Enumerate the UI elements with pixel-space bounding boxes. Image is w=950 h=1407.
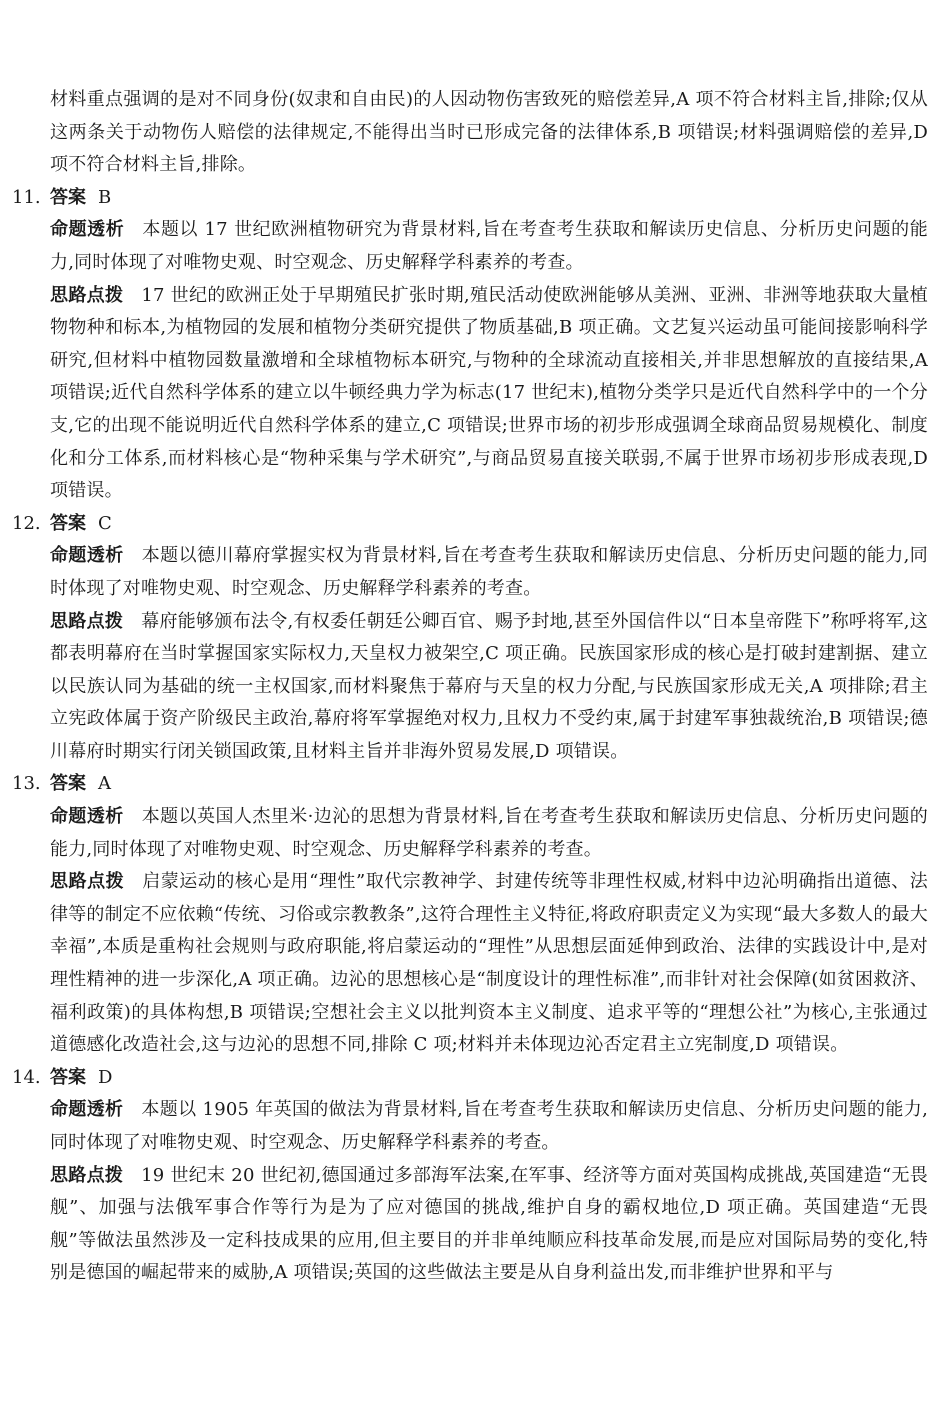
- question-14-answer: [12, 1062, 928, 1095]
- intent-label: 命题透析: [50, 545, 124, 567]
- intent-label: 命题透析: [50, 1099, 124, 1121]
- answer-label: 答案: [50, 773, 86, 795]
- question-13-answer: [12, 768, 928, 801]
- intent-text: 本题以 17 世纪欧洲植物研究为背景材料,旨在考查考生获取和解读历史信息、分析历史问题的能力,同时体现了对唯物史观、时空观念、历史解释学科素养的考查。: [50, 219, 928, 273]
- analysis-text: 幕府能够颁布法令,有权委任朝廷公卿百官、赐予封地,甚至外国信件以“日本皇帝陛下”称呼将军,这都表明幕府在当时掌握国家实际权力,天皇权力被架空,C 项正确。民族国家形成的核心是打破封建割据、建立以民族认同为基础的统一主权国家,而材料聚焦于幕府与天皇的权力分配,与民族国家形成无关,A 项排除;君主立宪政体属于资产阶级民主政治,幕府将军掌握绝对权力,且权力不受约束,属于封建军事独裁统治,B 项错误;德川幕府时期实行闭关锁国政策,且材料主旨并非海外贸易发展,D 项错误。: [50, 610, 928, 762]
- question-number: 12.: [12, 512, 41, 534]
- answer-value: A: [98, 773, 111, 795]
- analysis-text: 启蒙运动的核心是用“理性”取代宗教神学、封建传统等非理性权威,材料中边沁明确指出道德、法律等的制定不应依赖“传统、习俗或宗教教条”,这符合理性主义特征,将政府职责定义为实现“最大多数人的最大幸福”,本质是重构社会规则与政府职能,将启蒙运动的“理性”从思想层面延伸到政治、法律的实践设计中,是对理性精神的进一步深化,A 项正确。边沁的思想核心是“制度设计的理性标准”,而非针对社会保障(如贫困救济、福利政策)的具体构想,B 项错误;空想社会主义以批判资本主义制度、追求平等的“理想公社”为核心,主张通过道德感化改造社会,这与边沁的思想不同,排除 C 项;材料并未体现边沁否定君主立宪制度,D 项错误。: [50, 871, 928, 1056]
- question-13-analysis: [50, 866, 928, 1062]
- answer-value: D: [98, 1066, 113, 1088]
- question-12-analysis: [50, 606, 928, 769]
- question-number: 11.: [12, 186, 41, 208]
- answer-label: 答案: [50, 512, 86, 534]
- answer-value: C: [98, 512, 112, 534]
- question-number: 14.: [12, 1066, 41, 1088]
- answer-value: B: [98, 186, 112, 208]
- question-13-intent: [50, 801, 928, 866]
- question-14-intent: [50, 1094, 928, 1159]
- question-11-analysis: [50, 280, 928, 508]
- analysis-label: 思路点拨: [50, 610, 124, 632]
- answer-label: 答案: [50, 1066, 86, 1088]
- intent-label: 命题透析: [50, 806, 124, 828]
- question-14-analysis: [50, 1160, 928, 1290]
- intent-text: 本题以德川幕府掌握实权为背景材料,旨在考查考生获取和解读历史信息、分析历史问题的能力,同时体现了对唯物史观、时空观念、历史解释学科素养的考查。: [50, 545, 928, 599]
- analysis-label: 思路点拨: [50, 871, 125, 893]
- answer-label: 答案: [50, 186, 86, 208]
- analysis-text: 19 世纪末 20 世纪初,德国通过多部海军法案,在军事、经济等方面对英国构成挑战,英国建造“无畏舰”、加强与法俄军事合作等行为是为了应对德国的挑战,维护自身的霸权地位,D 项正确。英国建造“无畏舰”等做法虽然涉及一定科技成果的应用,但主要目的并非单纯顺应科技革命发展,而是应对国际局势的变化,特别是德国的崛起带来的威胁,A 项错误;英国的这些做法主要是从自身利益出发,而非维护世界和平与: [50, 1164, 928, 1284]
- analysis-label: 思路点拨: [50, 1164, 124, 1186]
- question-number: 13.: [12, 773, 41, 795]
- intent-text: 本题以 1905 年英国的做法为背景材料,旨在考查考生获取和解读历史信息、分析历史问题的能力,同时体现了对唯物史观、时空观念、历史解释学科素养的考查。: [50, 1099, 928, 1153]
- intro-paragraph: 材料重点强调的是对不同身份(奴隶和自由民)的人因动物伤害致死的赔偿差异,A 项不符合材料主旨,排除;仅从这两条关于动物伤人赔偿的法律规定,不能得出当时已形成完备的法律体系,B 项错误;材料强调赔偿的差异,D 项不符合材料主旨,排除。: [50, 89, 928, 176]
- question-11-intent: [50, 214, 928, 279]
- question-11-answer: [12, 182, 928, 215]
- question-12-intent: [50, 540, 928, 605]
- analysis-label: 思路点拨: [50, 284, 124, 306]
- intent-label: 命题透析: [50, 219, 125, 241]
- intent-text: 本题以英国人杰里米·边沁的思想为背景材料,旨在考查考生获取和解读历史信息、分析历史问题的能力,同时体现了对唯物史观、时空观念、历史解释学科素养的考查。: [50, 806, 928, 860]
- question-12-answer: [12, 508, 928, 541]
- analysis-text: 17 世纪的欧洲正处于早期殖民扩张时期,殖民活动使欧洲能够从美洲、亚洲、非洲等地获取大量植物物种和标本,为植物园的发展和植物分类研究提供了物质基础,B 项正确。文艺复兴运动虽可能间接影响科学研究,但材料中植物园数量激增和全球植物标本研究,与物种的全球流动直接相关,并非思想解放的直接结果,A 项错误;近代自然科学体系的建立以牛顿经典力学为标志(17 世纪末),植物分类学只是近代自然科学中的一个分支,它的出现不能说明近代自然科学体系的建立,C 项错误;世界市场的初步形成强调全球商品贸易规模化、制度化和分工体系,而材料核心是“物种采集与学术研究”,与商品贸易直接关联弱,不属于世界市场初步形成表现,D 项错误。: [50, 284, 928, 502]
